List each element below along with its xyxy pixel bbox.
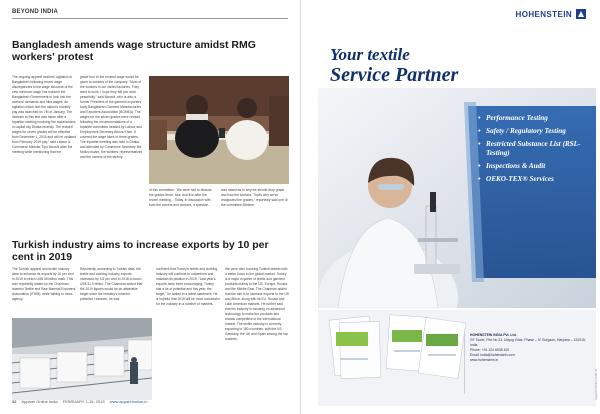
publication-name: Apparel Online India xyxy=(21,399,58,404)
page-number: 32 xyxy=(12,399,17,404)
contact-email[interactable]: Email: india@hohenstein.com xyxy=(470,353,515,357)
article1-column-1: The ongoing apparel workers' agitation in Bangladesh following recent wage discrepancies in the wage structure of the new minimum wage has induced the Bangladesh Government to look into the workers' demands and hike wages. An agitation which hurt the nation's monthly pay was launched on 7th of January. The decision to this end was taken after a tripartite meeting involving the stakeholders in capital city Dhaka recently. The revised wages for seven grades will be effective from December 1, 2018 and will be updated from February 2019 pay," said Labour & Commerce Minister Tipu Munshi after the meeting while mentioning that the xyxy=(12,75,76,154)
article1-headline: Bangladesh amends wage structure amidst RMG workers' protest xyxy=(12,39,256,64)
website-link[interactable]: www.apparelonline.in xyxy=(109,399,148,404)
contact-address: GF Tower, Plot No 23, Udyog Vihar, Phase – IV Gurgaon, Haryana – 122015, India xyxy=(470,338,586,347)
service-inspections-audit: • Inspections & Audit xyxy=(478,162,596,171)
section-divider xyxy=(12,18,288,19)
ad-headline-line-2: Service Partner xyxy=(330,64,459,86)
article2-column-2: Reportedly, according to Turkish data, the textile and clothing industry exports increased by 3.6 per cent in 2018 to touch US$ 31.9 billion. The Chairman added that the 2019 figures would be an attainable target since the industry's inherent potential. However, he was xyxy=(80,267,143,301)
service-safety-regulatory: • Safety / Regulatory Testing xyxy=(478,127,596,136)
brand-logo-text: HOHENSTEIN xyxy=(515,9,572,19)
article1-column-2: grade four to the revised wage would be given to workers of the company. "Most of the workers in our visited factories. They want to work. I hope they will join work peacefully," said Munshi, who is also a former President of the garment exporters' body Bangladesh Garment Manufacturers and Exporters Association (BGMEA). The wages for the seven grades were revised following the recommendations of a tripartite committee headed by Labour and Employment Secretary Afroza Khan. It covered the wage hikes of three grades. The tripartite meeting was held in Dhaka and attended by Commerce Secretary Md Mofizul Islam, the workers' representatives and the owners of the factory. xyxy=(80,75,143,159)
ad-headline-line-1: Your textile xyxy=(330,45,410,64)
article2-headline: Turkish industry aims to increase exports by 10 per cent in 2019 xyxy=(12,239,269,264)
issue-date: FEBRUARY 1-15, 2019 xyxy=(62,399,105,404)
article1-column-3: of this committee. "We were told to discuss the grades three, four, and five after the recent meeting... Today, in discussion with both the owners and workers, a question xyxy=(149,188,212,207)
article1-column-4: was raised as to why we should drop grade and how the workers. That's why we've readjusted the grades," reportedly said one of the committee Minister. xyxy=(221,188,288,207)
article2-column-4: We were also focusing Turkish brands with a better focus in the global market. Turkey is a major exporter of textile and garment products mainly to the US, Europe, Russia, and the Middle East. The Chairman added that the aim is to increase exports to the US and Africa, along with its EU, Russia and Latin American markets. He further said that the industry is focusing on advanced technology to make the products and brands competitive in the international market. The textile industry is currently exporting to 180 countries, with the US, Germany, the UK and Spain among the top markets. xyxy=(225,267,289,341)
contact-block xyxy=(470,333,590,363)
service-rsl-testing: • Restricted Substance List (RSL-Testing) xyxy=(478,140,596,158)
article2-column-3: confident that Turkey's textile and clothing industry will continue to outperform and maintain its position in 2019. "Last year's exports have been encouraging; Turkey has a lot of potential and this year, the target," he stated in a latest statement. He is hopeful that 2019 will be more successful for the industry in a number of markets. xyxy=(156,267,220,306)
section-label: BEYOND INDIA xyxy=(12,9,59,15)
ad-headline xyxy=(330,46,458,85)
article1-photo xyxy=(149,76,289,184)
contact-phone: Phone: +91 124 6938 400 xyxy=(470,348,510,352)
page-footer xyxy=(12,399,152,404)
service-oeko-tex: • OEKO-TEX® Services xyxy=(478,175,596,184)
brand-logo-icon xyxy=(576,9,586,19)
contact-website[interactable]: www.hohenstein.in xyxy=(470,358,499,362)
article2-photo xyxy=(12,318,152,400)
article2-column-1: The Turkish apparel and textile industry aims to enhance its exports by 10 per cent in 2019 to reach US$ 35 billion mark. This was reportedly stated by the Chairman, Istanbul Textile and Raw Material Exporters' Association (İTHİB), while talking to news agency. xyxy=(12,267,76,301)
brand-logo xyxy=(516,9,586,19)
page-side-tag: Apparel Online India 33 xyxy=(594,368,598,400)
service-performance-testing: • Performance Testing xyxy=(478,114,596,123)
service-list xyxy=(478,114,596,188)
contact-company: HOHENSTEIN INDIA Pvt. Ltd. xyxy=(470,333,517,337)
